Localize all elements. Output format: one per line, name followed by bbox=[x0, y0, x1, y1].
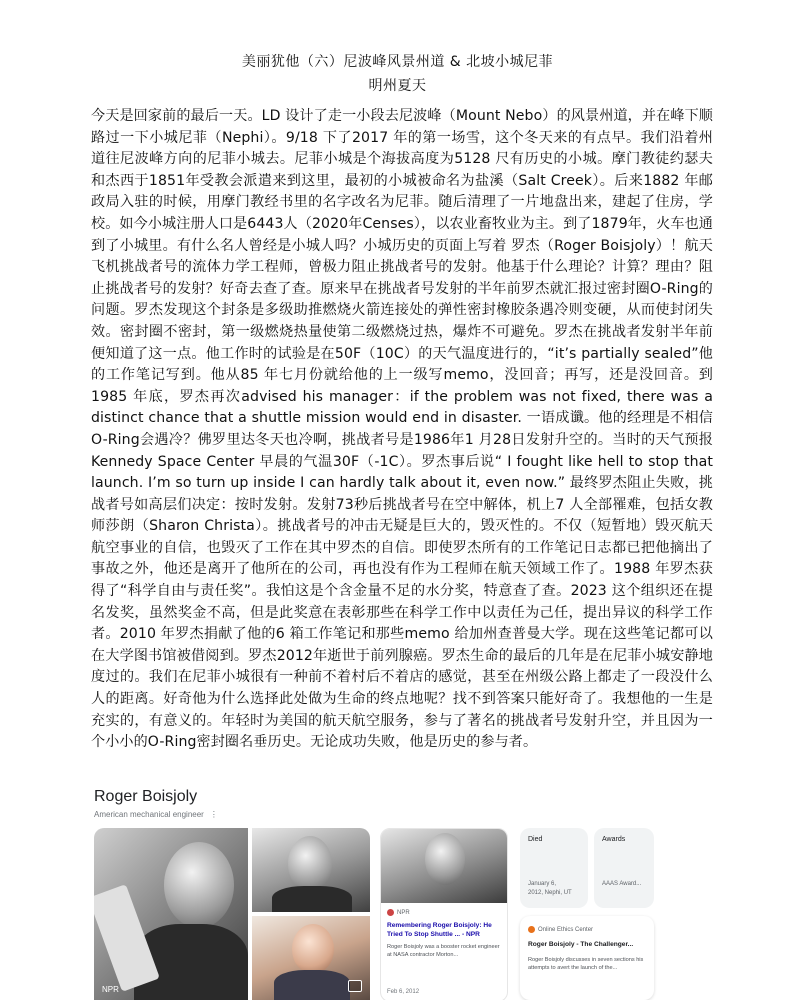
photo-head-shape bbox=[288, 836, 332, 892]
kp-person-name[interactable]: Roger Boisjoly bbox=[94, 788, 198, 805]
fact-awards-label: Awards bbox=[602, 836, 626, 843]
news-source bbox=[387, 909, 410, 916]
fact-died-label: Died bbox=[528, 836, 543, 843]
ethics-title[interactable]: Roger Boisjoly - The Challenger... bbox=[528, 941, 634, 948]
kp-subtitle-text: American mechanical engineer bbox=[94, 810, 204, 819]
photo-body-shape bbox=[272, 886, 352, 912]
ethics-snippet: Roger Boisjoly discusses in seven sections his attempts to avert the launch of the... bbox=[528, 957, 644, 971]
source-logo-icon bbox=[528, 926, 535, 933]
news-thumbnail bbox=[381, 829, 507, 903]
article-author: 明州夏天 bbox=[368, 78, 427, 94]
photo-head-shape bbox=[425, 833, 465, 885]
photo-head-shape bbox=[292, 924, 334, 974]
photo-source-label: NPR bbox=[102, 985, 119, 994]
kp-subtitle bbox=[94, 810, 218, 819]
fact-died-date: January 6, bbox=[528, 881, 557, 887]
article-body: 今天是回家前的最后一天。LD 设计了走一小段去尼波峰（Mount Nebo）的风景州道，并在峰下顺路过一下小城尼菲（Nephi）。9/18 下了2017 年的第一场雪，这个冬天来的有点早。我们沿着州道往尼波峰方向的尼菲小城去。尼菲小城是个海拔高度为5128 尺有历史的小城。摩门教徒约瑟夫和杰西于1851年受教会派遣来到这里，最初的小城被命名为盐溪（Salt Creek）。后来1882 年邮政局入驻的时候，用摩门教经书里的名字改名为尼菲。随后清理了一片地盘出来，建起了住房，学校。如今小城注册人口是6443人（2020年Censes），以农业畜牧业为主。到了1879年，火车也通到了小城里。有什么名人曾经是小城人吗？小城历史的页面上写着 罗杰（Roger Boisjoly）！航天飞机挑战者号的流体力学工程师，曾极力阻止挑战者号的发射。他基于什么理论？计算？理由？阻止挑战者号的发射？好奇去查了查。原来早在挑战者号发射的半年前罗杰就汇报过密封圈O-Ring的问题。罗杰发现这个封条是多级助推燃烧火箭连接处的弹性密封橡胶条遇冷则变硬，从而使封闭失效。密封圈不密封，第一级燃烧热量使第二级燃烧过热，爆炸不可避免。罗杰在挑战者发射半年前便知道了这一点。他工作时的试验是在50F（10C）的天气温度进行的，“it’s partially sealed”他的工作笔记写到。他从85 年七月份就给他的上一级写memo，没回音；再写，还是没回音。到1985 年底，罗杰再次advised his manager：if the problem was not fixed, there was a distinct chance that a shuttle mission would end in disaster. 一语成谶。他的经理是不相信O-Ring会遇冷？佛罗里达冬天也冷啊，挑战者号是1986年1 月28日发射升空的。当时的天气预报Kennedy Space Center 早晨的气温30F（-1C）。罗杰事后说“ I fought like hell to stop that launch. I’m so turn up inside I can hardly talk about it, even now.” 最终罗杰阻止失败，挑战者号如高层们决定：按时发射。发射73秒后挑战者号在空中解体，机上7 人全部罹难，包括女教师莎朗（Sharon Christa）。挑战者号的冲击无疑是巨大的，毁灭性的。不仅（短暂地）毁灭航天航空事业的自信，也毁灭了工作在其中罗杰的自信。即使罗杰所有的工作笔记日志都已把他摘出了事故之外，他还是离开了他所在的公司，再也没有作为工程师在航天领域工作了。1988 年罗杰获得了“科学自由与责任奖”。我怕这是个含金量不足的水分奖，特意查了查。2023 这个组织还在提名发奖，虽然奖金不高，但是此奖意在表彰那些在科学工作中以责任为己任，提出异议的科学工作者。2010 年罗杰捐献了他的6 箱工作笔记和那些memo 给加州查普曼大学。现在这些笔记都可以在大学图书馆被借阅到。罗杰2012年逝世于前列腺癌。罗杰生命的最后的几年是在尼菲小城安静地度过的。我们在尼菲小城很有一种前不着村后不着店的感觉，甚至在州级公路上都走了一段没什么人的距离。好奇他为什么选择此处做为生命的终点地呢？找不到答案只能好奇了。我想他的一生是充实的，有意义的。年轻时为美国的航天航空服务，参与了著名的挑战者号发射升空，并且因为一个小小的O-Ring密封圈名垂历史。无论成功失败，他是历史的参与者。 bbox=[91, 108, 713, 751]
news-snippet: Roger Boisjoly was a booster rocket engineer at NASA contractor Morton... bbox=[387, 944, 500, 958]
knowledge-panel bbox=[80, 780, 715, 1000]
photo-body-shape bbox=[274, 970, 350, 1000]
article-title: 美丽犹他（六）尼波峰风景州道 & 北坡小城尼菲 bbox=[241, 54, 554, 70]
main-photo[interactable] bbox=[94, 828, 248, 1000]
fact-died[interactable] bbox=[520, 828, 588, 908]
photo-3[interactable] bbox=[252, 916, 370, 1000]
image-icon[interactable] bbox=[348, 980, 362, 992]
news-source-name: NPR bbox=[397, 910, 410, 917]
photo-head-shape bbox=[164, 842, 234, 928]
ethics-source bbox=[528, 926, 593, 933]
fact-awards-value: AAAS Award... bbox=[602, 881, 642, 887]
more-options-icon[interactable]: ⋮ bbox=[209, 810, 218, 819]
fact-awards[interactable] bbox=[594, 828, 654, 908]
news-title[interactable]: Remembering Roger Boisjoly: He Tried To Stop Shuttle ... - NPR bbox=[387, 922, 492, 938]
photo-2[interactable] bbox=[252, 828, 370, 912]
news-date: Feb 6, 2012 bbox=[387, 989, 420, 995]
article-header bbox=[0, 50, 795, 98]
fact-died-place: 2012, Nephi, UT bbox=[528, 890, 572, 896]
fact-died-value bbox=[528, 880, 572, 898]
source-logo-icon bbox=[387, 909, 394, 916]
ethics-source-name: Online Ethics Center bbox=[538, 927, 594, 934]
news-card-npr[interactable] bbox=[380, 828, 508, 1000]
ethics-card[interactable] bbox=[520, 916, 654, 1000]
